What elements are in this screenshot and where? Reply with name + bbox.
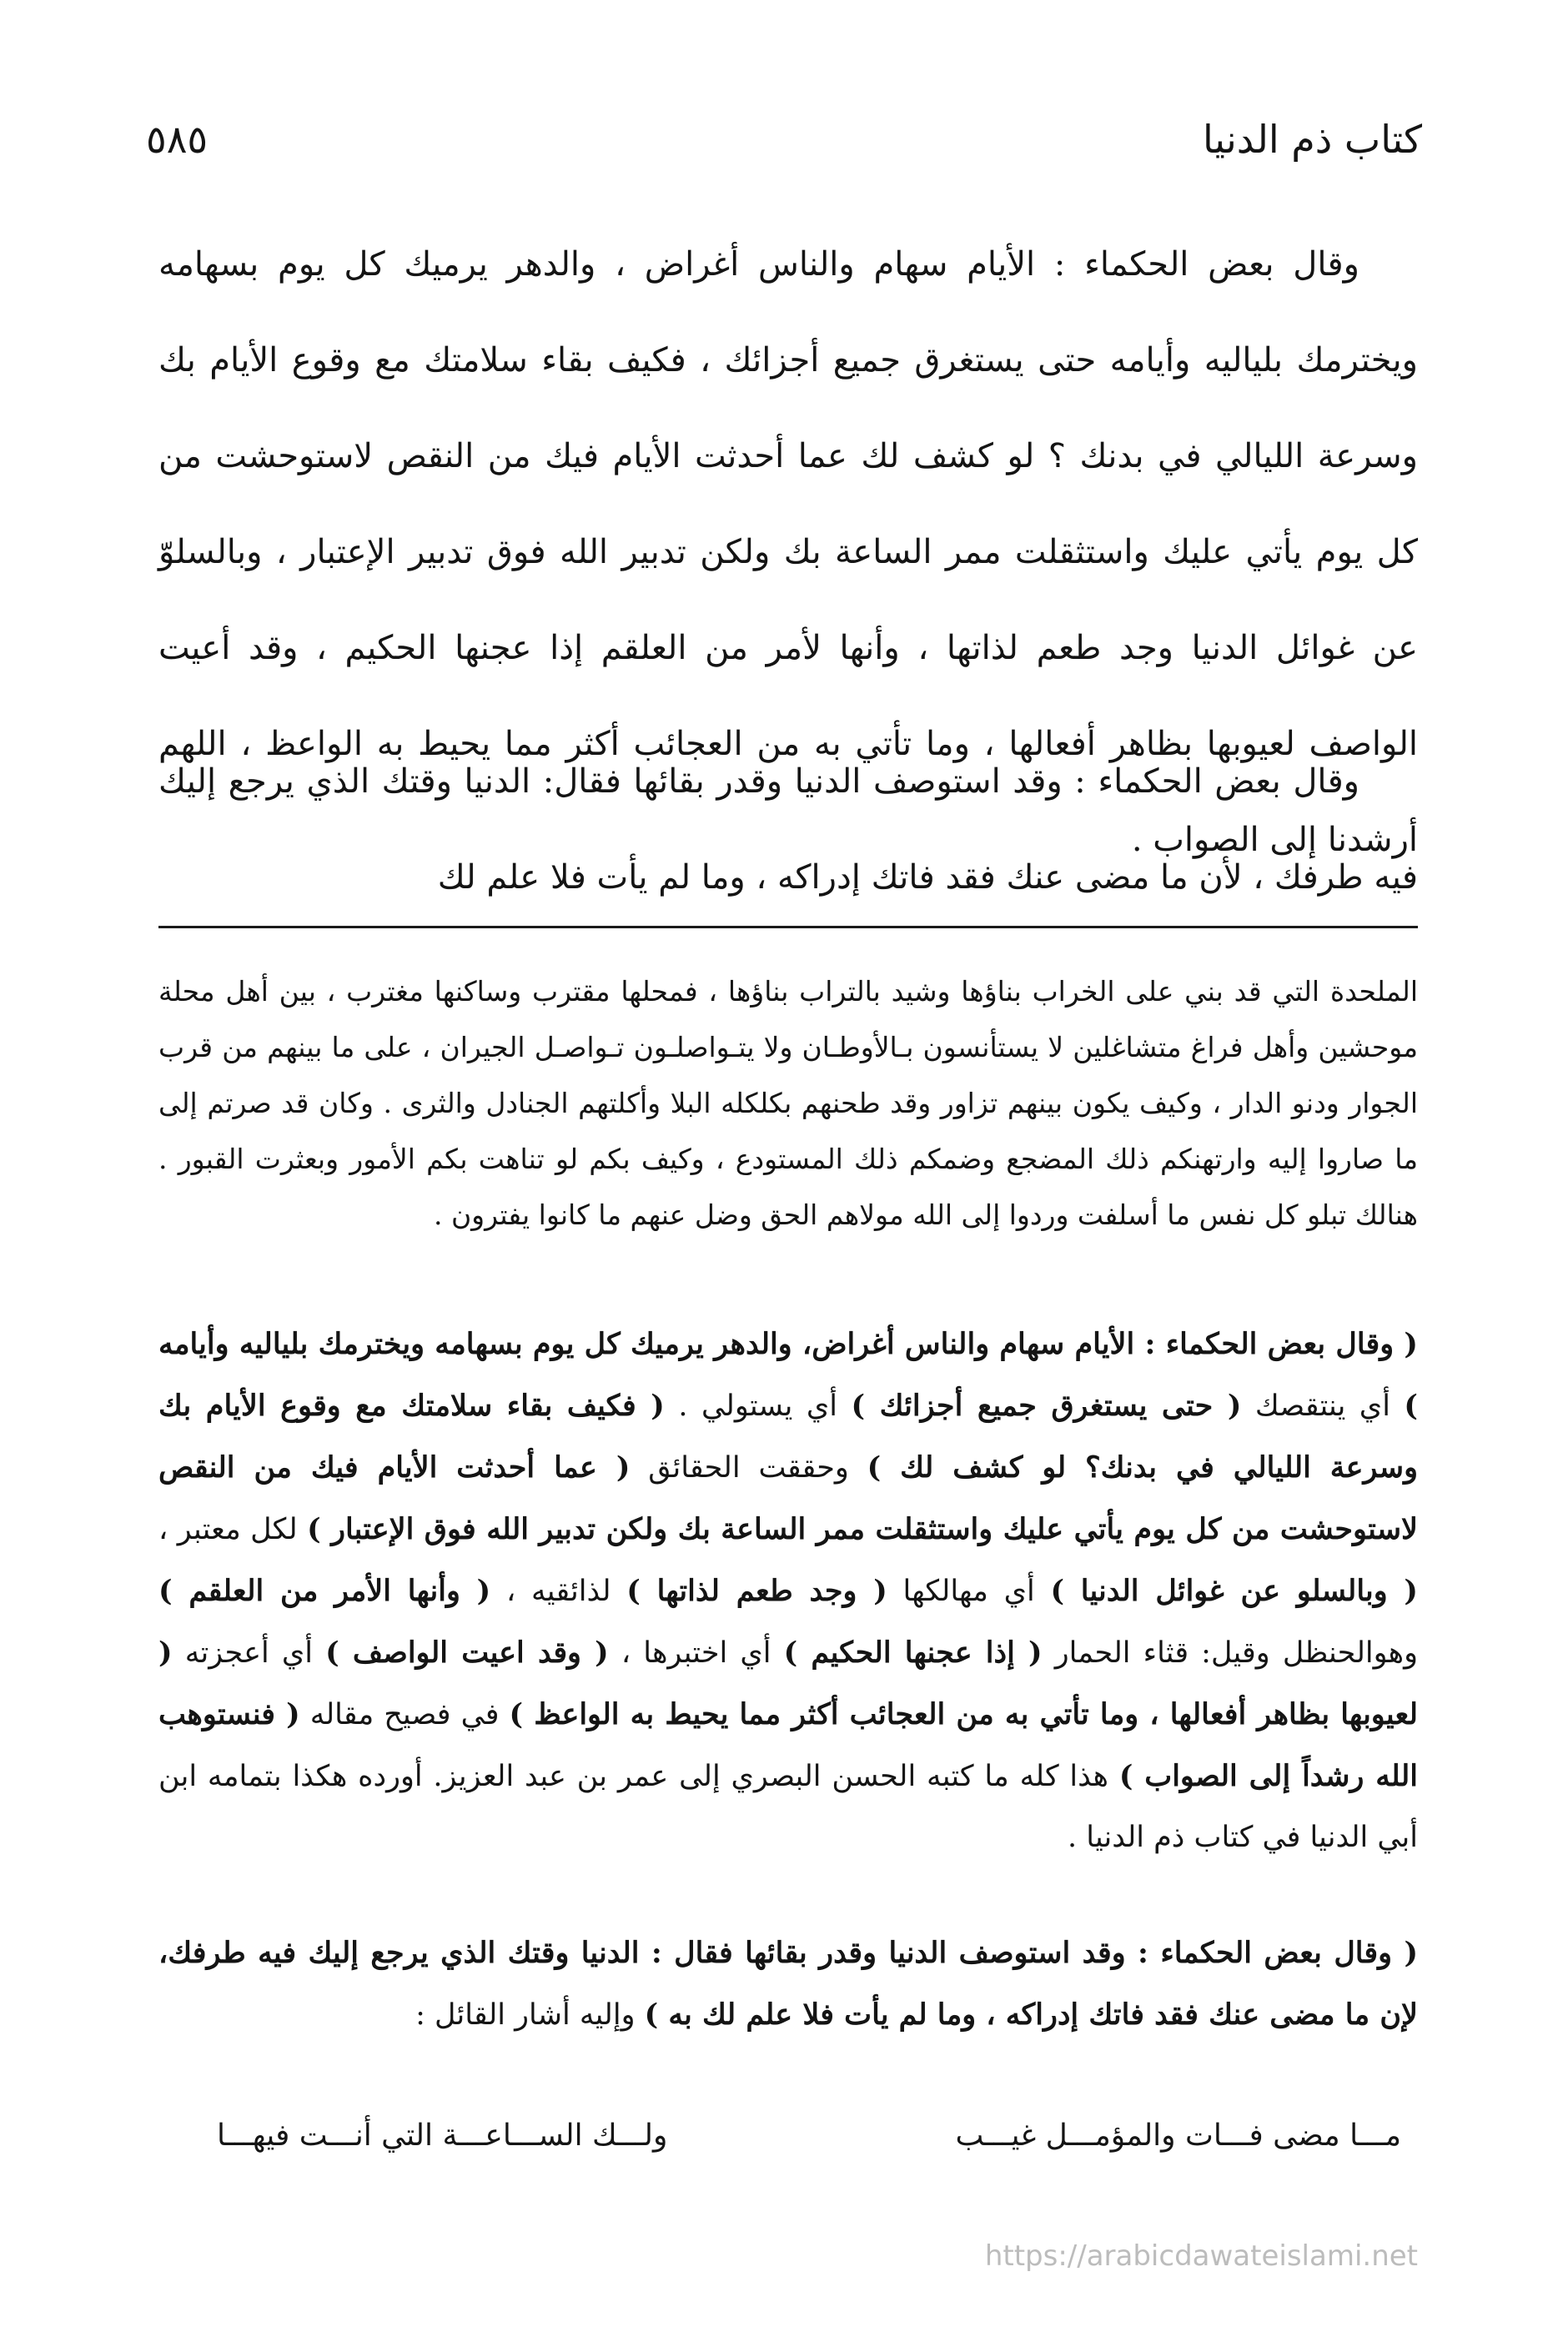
quoted-text: ( عما أحدثت الأيام فيك من النقص لاستوحشت من كل يوم يأتي عليك واستثقلت ممر الساعة بك ولكن تدبير الله فوق الإعتبار ) xyxy=(158,1450,1418,1546)
quoted-text: ( وقد اعيت الواصف ) xyxy=(325,1636,609,1670)
main-paragraph-1-text: وقال بعض الحكماء : الأيام سهام والناس أغراض ، والدهر يرميك كل يوم بسهامه ويخترمك بلياليه وأيامه حتى يستغرق جميع أجزائك ، فكيف بقاء سلامتك مع وقوع الأيام بك وسرعة الليالي في بدنك ؟ لو كشف لك عما أحدثت الأيام فيك من النقص لاستوحشت من كل يوم يأتي عليك واستثقلت ممر الساعة بك ولكن تدبير الله فوق تدبير الإعتبار ، وبالسلوّ عن غوائل الدنيا وجد طعم لذاتها ، وأنها لأمر من العلقم إذا عجنها الحكيم ، وقد أعيت الواصف لعيوبها بظاهر أفعالها ، وما تأتي به من العجائب أكثر مما يحيط به الواعظ ، اللهم أرشدنا إلى الصواب . xyxy=(158,245,1418,859)
quoted-text: ( وقال بعض الحكماء : وقد استوصف الدنيا وقدر بقائها فقال : الدنيا وقتك الذي يرجع إليك فيه طرفك، لإن ما مضى عنك فقد فاتك إدراكه ، وما لم يأت فلا علم لك به ) xyxy=(158,1936,1418,2032)
explanation-text: لذائقيه ، xyxy=(490,1575,627,1608)
quoted-text: ( حتى يستغرق جميع أجزائك ) xyxy=(851,1389,1242,1423)
poetry-verse xyxy=(217,2118,1401,2185)
quoted-text: ( فكيف بقاء سلامتك مع وقوع الأيام بك وسرعة الليالي في بدنك؟ لو كشف لك ) xyxy=(158,1389,1418,1485)
explanation-text: وهوالحنظل وقيل: قثاء الحمار xyxy=(1042,1636,1419,1670)
page-header xyxy=(146,117,1422,192)
verse-second-hemistich: ولـــك الســـاعـــة التي أنـــت فيهـــا xyxy=(217,2118,668,2153)
main-paragraph-2-text: وقال بعض الحكماء : وقد استوصف الدنيا وقدر بقائها فقال: الدنيا وقتك الذي يرجع إليك فيه طرفك ، لأن ما مضى عنك فقد فاتك إدراكه ، وما لم يأت فلا علم لك xyxy=(158,762,1418,897)
explanation-text: أي يستولي . xyxy=(664,1390,852,1423)
explanation-text: وحققت الحقائق xyxy=(630,1451,867,1485)
explanation-text: أي اختبرها ، xyxy=(608,1636,784,1670)
page-number: ٥٨٥ xyxy=(146,117,209,162)
verse-first-hemistich: مـــا مضى فـــات والمؤمـــل غيـــب xyxy=(955,2118,1401,2153)
commentary-paragraph-1 xyxy=(158,1314,1418,1868)
explanation-text: أي مهالكها xyxy=(887,1575,1051,1608)
footnote xyxy=(158,963,1418,1243)
quoted-text: ( فنستوهب الله رشداً إلى الصواب ) xyxy=(158,1697,1419,1793)
footnote-text: الملحدة التي قد بني على الخراب بناؤها وشيد بالتراب بناؤها ، فمحلها مقترب وساكنها مغترب ، بين أهل محلة موحشين وأهل فراغ متشاغلين لا يستأنسون بـالأوطـان ولا يتـواصلـون تـواصـل الجيران ، على ما بينهم من قرب الجوار ودنو الدار ، وكيف يكون بينهم تزاور وقد طحنهم بكلكله البلا وأكلتهم الجنادل والثرى . وكان قد صرتم إلى ما صاروا إليه وارتهنكم ذلك المضجع وضمكم ذلك المستودع ، وكيف بكم لو تناهت بكم الأمور وبعثرت القبور . هنالك تبلو كل نفس ما أسلفت وردوا إلى الله مولاهم الحق وضل عنهم ما كانوا يفترون . xyxy=(158,975,1418,1231)
quoted-text: ( وأنها الأمر من العلقم ) xyxy=(158,1574,491,1608)
explanation-text: في فصيح مقاله xyxy=(299,1698,510,1731)
quoted-text: ( وبالسلو عن غوائل الدنيا ) xyxy=(1050,1574,1418,1608)
quoted-text: ( لعيوبها بظاهر أفعالها ، وما تأتي به من العجائب أكثر مما يحيط به الواعظ ) xyxy=(158,1636,1418,1731)
explanation-text: هذا كله ما كتبه الحسن البصري إلى عمر بن عبد العزيز. أورده هكذا بتمامه ابن أبي الدنيا في كتاب ذم الدنيا . xyxy=(158,1760,1418,1854)
main-paragraph-2 xyxy=(158,734,1418,926)
explanation-text: أي أعجزته xyxy=(172,1636,326,1670)
footnote-divider xyxy=(158,926,1418,928)
explanation-text: وإليه أشار القائل : xyxy=(415,1998,645,2032)
explanation-text: لكل معتبر ، xyxy=(158,1513,308,1546)
quoted-text: ( وجد طعم لذاتها ) xyxy=(626,1574,887,1608)
commentary-paragraph-2 xyxy=(158,1922,1418,2046)
website-watermark: https://arabicdawateislami.net xyxy=(984,2239,1418,2273)
running-title: كتاب ذم الدنيا xyxy=(1203,117,1422,162)
explanation-text: أي ينتقصك xyxy=(1241,1390,1405,1423)
quoted-text: ( إذا عجنها الحكيم ) xyxy=(783,1636,1043,1670)
quoted-text: ( وقال بعض الحكماء : الأيام سهام والناس أغراض، والدهر يرميك كل يوم بسهامه ويخترمك بلياليه وأيامه ) xyxy=(158,1327,1418,1423)
